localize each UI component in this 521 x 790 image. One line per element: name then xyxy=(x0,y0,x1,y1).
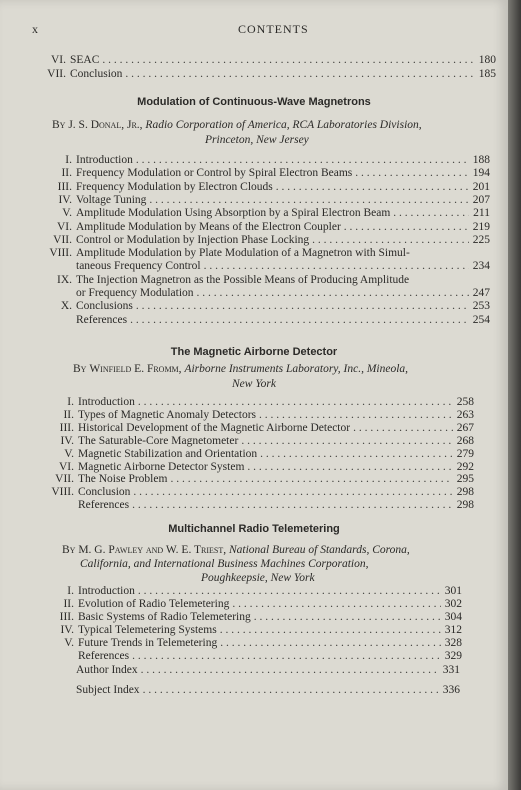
toc-entry[interactable] xyxy=(20,314,490,327)
entry-label: Frequency Modulation or Control by Spiral Electron Beams xyxy=(76,167,353,180)
entry-page: 268 xyxy=(456,434,474,447)
entry-label: Amplitude Modulation by Plate Modulation of a Magnetron with Simul- xyxy=(76,247,410,260)
leader-dots xyxy=(132,499,453,512)
toc-entry[interactable] xyxy=(20,274,490,287)
entry-label: Conclusion xyxy=(70,68,123,80)
entry-page: 258 xyxy=(456,396,474,408)
toc-entry[interactable] xyxy=(20,234,490,247)
book-edge xyxy=(508,0,521,790)
page-number: x xyxy=(32,22,39,36)
entry-number: III. xyxy=(59,421,74,434)
toc-entry[interactable] xyxy=(22,473,474,486)
byline-author: J. S. Donal, Jr., xyxy=(68,119,143,131)
leader-dots xyxy=(344,221,469,234)
leader-dots xyxy=(220,624,441,637)
entry-number: V. xyxy=(62,207,72,220)
entry-page: 301 xyxy=(444,585,462,597)
entry-label: The Saturable-Core Magnetometer xyxy=(78,434,239,447)
entry-page: 234 xyxy=(472,260,490,273)
toc-entry[interactable] xyxy=(30,54,496,67)
section-title: The Magnetic Airborne Detector xyxy=(170,346,338,358)
leader-dots xyxy=(136,154,469,167)
entry-label: Author Index xyxy=(76,664,138,676)
leader-dots xyxy=(197,287,469,300)
toc-entry[interactable] xyxy=(22,409,474,422)
entry-page: 331 xyxy=(442,664,460,676)
byline-author: M. G. Pawley and W. E. Triest, xyxy=(78,544,227,556)
toc-entry[interactable] xyxy=(22,637,462,650)
entry-number: V. xyxy=(64,636,74,649)
toc-entry[interactable] xyxy=(20,154,490,167)
entry-label: SEAC xyxy=(70,54,100,66)
toc-entry[interactable] xyxy=(20,221,490,234)
toc-entry[interactable] xyxy=(22,396,474,409)
byline-prefix: By xyxy=(52,119,66,131)
entry-label: The Noise Problem xyxy=(78,473,168,486)
leader-dots xyxy=(260,448,453,461)
entry-label: References xyxy=(78,649,130,662)
toc-entry[interactable] xyxy=(20,167,490,180)
entry-page: 225 xyxy=(472,233,490,246)
leader-dots xyxy=(170,473,453,486)
leader-dots xyxy=(130,314,469,327)
leader-dots xyxy=(254,611,441,624)
toc-entry[interactable] xyxy=(22,486,474,499)
entry-page: 329 xyxy=(444,649,462,662)
entry-label: Magnetic Airborne Detector System xyxy=(78,460,245,473)
entry-label: Introduction xyxy=(76,154,133,166)
entry-number: III. xyxy=(57,180,72,193)
entry-page: 312 xyxy=(444,623,462,636)
entry-page: 328 xyxy=(444,636,462,649)
entry-number: I. xyxy=(65,154,72,166)
entry-page: 188 xyxy=(472,154,490,166)
toc-entry-continuation[interactable] xyxy=(76,260,490,273)
entry-number: VI. xyxy=(56,220,72,233)
entry-number: V. xyxy=(64,447,74,460)
toc-entry[interactable] xyxy=(20,247,490,260)
entry-number: VIII. xyxy=(51,486,74,499)
entry-label: Amplitude Modulation by Means of the Electron Coupler xyxy=(76,220,341,233)
entry-label: Historical Development of the Magnetic Airborne Detector xyxy=(78,421,351,434)
toc-entry-continuation[interactable] xyxy=(76,287,490,300)
entry-number: IX. xyxy=(56,273,72,286)
entry-label: Introduction xyxy=(78,396,135,408)
entry-number: IV. xyxy=(60,623,74,636)
byline-affiliation-cont xyxy=(232,377,276,392)
entry-number: IV. xyxy=(58,193,72,206)
entry-page: 207 xyxy=(472,193,490,206)
entry-label: Future Trends in Telemetering xyxy=(78,636,218,649)
byline-affiliation: New York xyxy=(232,378,276,390)
byline-prefix: By xyxy=(62,544,76,556)
entry-page: 201 xyxy=(472,180,490,193)
entry-page: 254 xyxy=(472,313,490,326)
section-title: Modulation of Continuous-Wave Magnetrons xyxy=(137,96,371,108)
leader-dots xyxy=(232,598,441,611)
leader-dots xyxy=(204,260,469,273)
leader-dots xyxy=(259,409,453,422)
toc-entry[interactable] xyxy=(20,181,490,194)
leader-dots xyxy=(143,684,439,697)
entry-page: 298 xyxy=(456,486,474,499)
entry-page: 180 xyxy=(478,54,496,66)
entry-label: Introduction xyxy=(78,585,135,597)
entry-page: 302 xyxy=(444,597,462,610)
entry-page: 267 xyxy=(456,421,474,434)
byline-affiliation: Airborne Instruments Laboratory, Inc., Mineola, xyxy=(184,363,409,375)
leader-dots xyxy=(149,194,469,207)
toc-entry-author-index[interactable] xyxy=(76,664,460,677)
toc-entry[interactable] xyxy=(20,207,490,220)
leader-dots xyxy=(133,486,453,499)
entry-label: Typical Telemetering Systems xyxy=(78,623,217,636)
entry-page: 336 xyxy=(442,684,460,696)
entry-label: Types of Magnetic Anomaly Detectors xyxy=(78,408,257,421)
entry-number: I. xyxy=(67,396,74,408)
entry-label: References xyxy=(76,313,128,326)
entry-label: Evolution of Radio Telemetering xyxy=(78,597,230,610)
leader-dots xyxy=(312,234,469,247)
leader-dots xyxy=(247,461,453,474)
entry-page: 219 xyxy=(472,220,490,233)
entry-label: Subject Index xyxy=(76,684,140,696)
entry-number: VII. xyxy=(55,473,74,486)
entry-number: VII. xyxy=(47,68,66,80)
entry-page: 263 xyxy=(456,408,474,421)
leader-dots xyxy=(132,650,441,663)
toc-entry[interactable] xyxy=(22,611,462,624)
byline-affiliation-cont xyxy=(205,133,309,148)
byline-affiliation: California, and International Business Machines Corporation, xyxy=(80,558,369,570)
leader-dots xyxy=(353,422,453,435)
entry-number: VIII. xyxy=(49,247,72,260)
leader-dots xyxy=(393,207,469,220)
leader-dots xyxy=(241,435,453,448)
entry-label: Magnetic Stabilization and Orientation xyxy=(78,447,258,460)
toc-entry[interactable] xyxy=(20,194,490,207)
entry-label: Frequency Modulation by Electron Clouds xyxy=(76,180,273,193)
entry-number: VI. xyxy=(58,460,74,473)
leader-dots xyxy=(138,396,453,409)
entry-page: 211 xyxy=(473,207,490,220)
byline-prefix: By xyxy=(73,363,87,375)
leader-dots xyxy=(138,585,441,598)
byline-affiliation: National Bureau of Standards, Corona, xyxy=(228,544,410,556)
entry-number: X. xyxy=(60,300,72,313)
toc-entry[interactable] xyxy=(22,650,462,663)
leader-dots xyxy=(276,181,469,194)
section-byline xyxy=(73,362,408,377)
byline-affiliation: Princeton, New Jersey xyxy=(205,134,309,146)
leader-dots xyxy=(220,637,441,650)
byline-author: Winfield E. Fromm, xyxy=(89,363,182,375)
entry-label: Conclusion xyxy=(78,486,131,499)
byline-affiliation: Poughkeepsie, New York xyxy=(201,572,315,584)
entry-page: 295 xyxy=(456,473,474,486)
entry-label: Basic Systems of Radio Telemetering xyxy=(78,610,251,623)
section-byline xyxy=(52,118,422,133)
toc-entry[interactable] xyxy=(22,461,474,474)
entry-label: The Injection Magnetron as the Possible Means of Producing Amplitude xyxy=(76,273,410,286)
entry-page: 247 xyxy=(472,287,490,299)
entry-page: 194 xyxy=(472,167,490,180)
entry-number: VI. xyxy=(50,54,66,66)
entry-number: II. xyxy=(61,167,72,180)
entry-label: Amplitude Modulation Using Absorption by a Spiral Electron Beam xyxy=(76,207,391,220)
entry-page: 298 xyxy=(456,499,474,512)
toc-entry[interactable] xyxy=(22,598,462,611)
entry-page: 253 xyxy=(472,300,490,313)
toc-entry-subject-index[interactable] xyxy=(76,684,460,697)
toc-entry[interactable] xyxy=(20,300,490,313)
entry-number: II. xyxy=(63,597,74,610)
entry-label-cont: or Frequency Modulation xyxy=(76,287,194,299)
section-title: Multichannel Radio Telemetering xyxy=(168,523,340,535)
entry-label: Conclusions xyxy=(76,300,133,313)
entry-label: Control or Modulation by Injection Phase Locking xyxy=(76,233,310,246)
toc-entry[interactable] xyxy=(22,448,474,461)
entry-page: 279 xyxy=(456,447,474,460)
toc-entry[interactable] xyxy=(22,435,474,448)
leader-dots xyxy=(136,300,469,313)
entry-label-cont: taneous Frequency Control xyxy=(76,260,201,273)
toc-entry[interactable] xyxy=(22,422,474,435)
section-byline xyxy=(62,543,410,558)
entry-label: Voltage Tuning xyxy=(76,193,147,206)
entry-label: References xyxy=(78,499,130,512)
entry-page: 292 xyxy=(456,460,474,473)
entry-page: 185 xyxy=(478,68,496,80)
entry-number: IV. xyxy=(60,434,74,447)
leader-dots xyxy=(141,664,439,677)
entry-number: I. xyxy=(67,585,74,597)
leader-dots xyxy=(102,54,475,67)
toc-entry[interactable] xyxy=(22,624,462,637)
entry-number: II. xyxy=(63,408,74,421)
byline-affiliation: Radio Corporation of America, RCA Laboratories Division, xyxy=(145,119,422,131)
leader-dots xyxy=(355,167,469,180)
byline-affiliation-cont xyxy=(80,557,368,572)
toc-entry[interactable] xyxy=(22,499,474,512)
entry-page: 304 xyxy=(444,610,462,623)
entry-number: III. xyxy=(59,610,74,623)
page-title: CONTENTS xyxy=(238,22,309,36)
toc-entry[interactable] xyxy=(30,68,496,81)
toc-entry[interactable] xyxy=(22,585,462,598)
byline-affiliation-cont xyxy=(201,571,315,586)
entry-number: VII. xyxy=(53,233,72,246)
leader-dots xyxy=(125,68,475,81)
page-header xyxy=(0,22,508,38)
